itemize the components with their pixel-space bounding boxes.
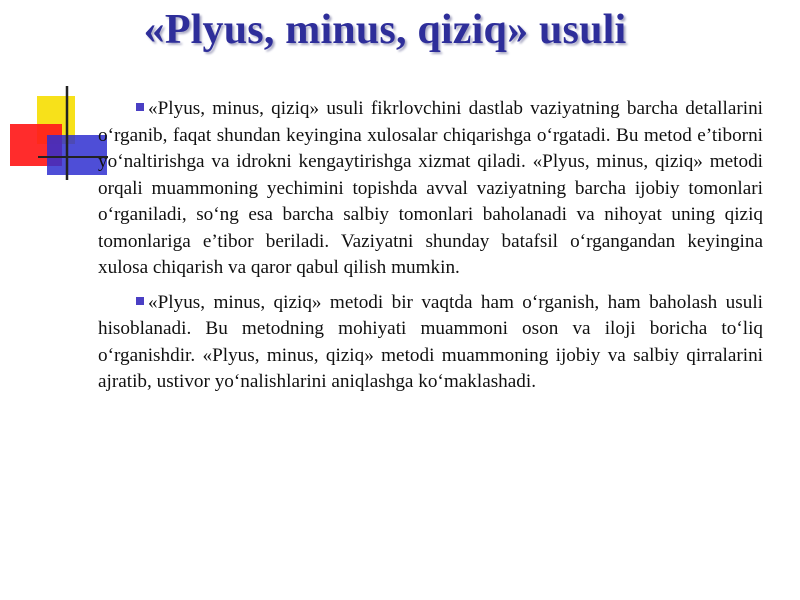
paragraph-1 — [98, 96, 763, 282]
square-bullet-icon — [136, 103, 144, 111]
slide-title: «Plyus, minus, qiziq» usuli — [143, 7, 627, 53]
square-bullet-icon — [136, 297, 144, 305]
paragraph-2-text: «Plyus, minus, qiziq» metodi bir vaqtda ham o‘rganish, ham baholash usuli hisoblanadi. Bu metodning mohiyati muammoni oson va iloji boricha to‘liq o‘rganishdir. «Plyus, minus, qiziq» metodi muammoning ijobiy va salbiy qirralarini ajratib, ustivor yo‘nalishlarini aniqlashga ko‘maklashadi. — [98, 291, 763, 392]
paragraph-1-text: «Plyus, minus, qiziq» usuli fikrlovchini dastlab vaziyatning barcha detallarini o‘rganib, faqat shundan keyingina xulosalar chiqarishga o‘rgatadi. Bu metod e’tiborni yo‘naltirishga va idrokni kengaytirishga xizmat qiladi. «Plyus, minus, qiziq» metodi orqali muammoning yechimini topishda avval vaziyatning barcha ijobiy tomonlari o‘rganiladi, so‘ng esa barcha salbiy tomonlari baholanadi va nihoyat uning qiziq tomonlariga e’tibor beriladi. Vaziyatni shunday batafsil o‘rgangandan keyingina xulosa chiqarish va qaror qabul qilish mumkin. — [98, 98, 763, 278]
slide-body — [98, 96, 763, 404]
paragraph-2 — [98, 290, 763, 396]
